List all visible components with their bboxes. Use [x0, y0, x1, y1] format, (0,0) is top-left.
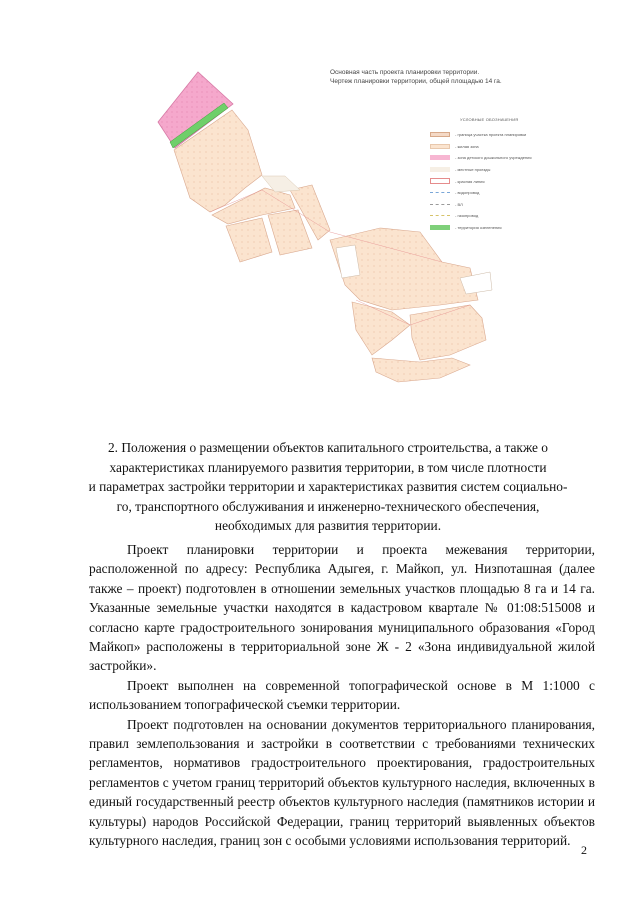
legend-item — [430, 210, 580, 222]
legend-swatch — [430, 225, 450, 230]
page-number: 2 — [581, 843, 587, 857]
paragraph: Проект планировки территории и проекта межевания территории, расположенной по адресу: Республика Адыгея, г. Майкоп, ул. Низпоташная (далее также – проект) подготовлен в отношении земельных участков площадью 8 га и 14 га. Указанные земельные участки находятся в кадастровом квартале № 01:08:515008 и согласно карте градостроительного зонирования муниципального образования «Город Майкоп» расположены в территориальной зоне Ж - 2 «Зона индивидуальной жилой застройки». — [89, 542, 595, 674]
legend-item — [430, 222, 580, 234]
legend-label: - водопровод — [455, 190, 480, 196]
heading-line: го, транспортного обслуживания и инженерно-технического обеспечения, — [116, 498, 540, 514]
legend-swatch — [430, 167, 450, 172]
map-title-line-1: Основная часть проекта планировки территории. — [330, 69, 480, 76]
map-legend — [430, 117, 580, 233]
map-title-line-2: Чертеж планировки территории, общей площадью 14 га. — [330, 78, 502, 85]
map-title — [330, 68, 590, 86]
body-text — [89, 540, 595, 851]
legend-item — [430, 175, 580, 187]
legend-label: - жилая зона — [455, 143, 479, 149]
legend-item — [430, 152, 580, 164]
section-heading — [58, 438, 598, 536]
residential-block-east-2 — [352, 302, 410, 355]
legend-item — [430, 199, 580, 211]
residential-block-east-3 — [410, 305, 486, 360]
heading-line: необходимых для развития территории. — [214, 518, 442, 534]
residential-block-center-2 — [226, 218, 272, 262]
legend-swatch — [430, 192, 450, 193]
heading-line: и параметрах застройки территории и характеристиках развития систем социально- — [88, 479, 568, 495]
heading-line: характеристиках планируемого развития территории, в том числе плотности — [109, 459, 547, 475]
legend-swatch — [430, 204, 450, 205]
residential-block-south — [372, 358, 470, 382]
legend-label: - красная линия — [455, 178, 485, 184]
plan-drawing — [150, 60, 590, 420]
heading-line: 2. Положения о размещении объектов капитального строительства, а также о — [107, 440, 549, 455]
legend-label: - газопровод — [455, 213, 479, 219]
legend-item — [430, 164, 580, 176]
legend-label: - зона детского дошкольного учреждения — [455, 155, 532, 161]
legend-label: - территория озеленения — [455, 225, 502, 231]
paragraph: Проект выполнен на современной топографической основе в М 1:1000 с использованием топографической съемки территории. — [89, 677, 595, 713]
legend-swatch — [430, 132, 450, 137]
legend-title: УСЛОВНЫЕ ОБОЗНАЧЕНИЯ — [460, 117, 519, 122]
legend-item — [430, 187, 580, 199]
legend-swatch — [430, 215, 450, 216]
legend-label: - граница участка проекта планировки — [455, 132, 527, 138]
legend-label: - ВЛ — [455, 201, 463, 207]
legend-item — [430, 141, 580, 153]
legend-swatch — [430, 144, 450, 149]
territory-plan-map — [150, 60, 590, 420]
legend-swatch — [430, 155, 450, 160]
legend-label: - местные проезды — [455, 167, 491, 173]
paragraph: Проект подготовлен на основании документов территориального планирования, правил землепользования и застройки в соответствии с требованиями технических регламентов, нормативов градостроительного проектирования, градостроительных регламентов с учетом границ территорий объектов культурного наследия, включенных в единый государственный реестр объектов культурного наследия (памятников истории и культуры) народов Российской Федерации, границ территорий выявленных объектов культурного наследия, границ зон с особыми условиями использования территорий. — [89, 716, 595, 849]
legend-swatch — [430, 178, 450, 184]
legend-item — [430, 129, 580, 141]
